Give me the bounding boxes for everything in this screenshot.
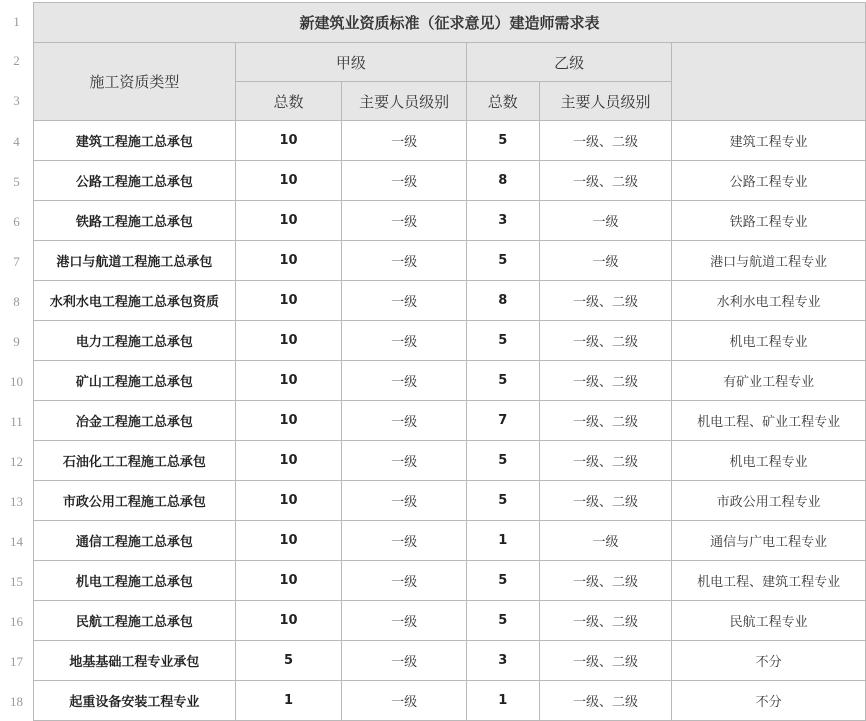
cell-a-level[interactable]: 一级 <box>342 601 467 641</box>
cell-specialty[interactable]: 铁路工程专业 <box>672 201 866 241</box>
cell-type[interactable]: 电力工程施工总承包 <box>34 321 236 361</box>
header-type: 施工资质类型 <box>34 43 236 121</box>
row-number[interactable]: 14 <box>10 534 23 549</box>
row-number[interactable]: 4 <box>13 134 20 149</box>
row-number[interactable]: 9 <box>13 334 20 349</box>
table-row <box>34 601 866 641</box>
cell-a-total[interactable]: 10 <box>235 201 341 241</box>
row-number[interactable]: 17 <box>10 654 23 669</box>
cell-type[interactable]: 石油化工工程施工总承包 <box>34 441 236 481</box>
cell-a-total[interactable]: 10 <box>235 481 341 521</box>
cell-specialty[interactable]: 机电工程、建筑工程专业 <box>672 561 866 601</box>
cell-type[interactable]: 公路工程施工总承包 <box>34 161 236 201</box>
cell-type[interactable]: 通信工程施工总承包 <box>34 521 236 561</box>
cell-specialty[interactable]: 民航工程专业 <box>672 601 866 641</box>
cell-type[interactable]: 起重设备安装工程专业 <box>34 681 236 721</box>
cell-b-total[interactable]: 5 <box>466 241 539 281</box>
cell-specialty[interactable]: 机电工程专业 <box>672 321 866 361</box>
cell-b-level[interactable]: 一级、二级 <box>539 121 672 161</box>
cell-b-level[interactable]: 一级 <box>539 201 672 241</box>
cell-a-total[interactable]: 10 <box>235 241 341 281</box>
header-a-total: 总数 <box>235 82 341 121</box>
header-grade-b: 乙级 <box>466 43 671 82</box>
cell-type[interactable]: 民航工程施工总承包 <box>34 601 236 641</box>
table-row <box>34 481 866 521</box>
cell-b-level[interactable]: 一级、二级 <box>539 361 672 401</box>
cell-specialty[interactable]: 建筑工程专业 <box>672 121 866 161</box>
cell-b-level[interactable]: 一级 <box>539 241 672 281</box>
cell-a-total[interactable]: 10 <box>235 521 341 561</box>
cell-a-level[interactable]: 一级 <box>342 681 467 721</box>
cell-a-total[interactable]: 10 <box>235 401 341 441</box>
cell-b-level[interactable]: 一级、二级 <box>539 681 672 721</box>
row-number[interactable]: 12 <box>10 454 23 469</box>
header-b-total: 总数 <box>466 82 539 121</box>
cell-specialty[interactable]: 水利水电工程专业 <box>672 281 866 321</box>
cell-type[interactable]: 地基基础工程专业承包 <box>34 641 236 681</box>
cell-b-level[interactable]: 一级、二级 <box>539 281 672 321</box>
cell-a-total[interactable]: 10 <box>235 561 341 601</box>
table-title: 新建筑业资质标准（征求意见）建造师需求表 <box>34 3 866 43</box>
cell-type[interactable]: 水利水电工程施工总承包资质 <box>34 281 236 321</box>
cell-b-total[interactable]: 3 <box>466 201 539 241</box>
header-b-level: 主要人员级别 <box>539 82 672 121</box>
cell-specialty[interactable]: 市政公用工程专业 <box>672 481 866 521</box>
row-number[interactable]: 11 <box>10 414 23 429</box>
cell-a-total[interactable]: 10 <box>235 441 341 481</box>
cell-type[interactable]: 机电工程施工总承包 <box>34 561 236 601</box>
cell-b-total[interactable]: 5 <box>466 601 539 641</box>
row-number[interactable]: 2 <box>13 53 20 68</box>
cell-a-level[interactable]: 一级 <box>342 481 467 521</box>
cell-specialty[interactable]: 公路工程专业 <box>672 161 866 201</box>
cell-b-total[interactable]: 5 <box>466 481 539 521</box>
cell-a-total[interactable]: 10 <box>235 321 341 361</box>
table-row <box>34 641 866 681</box>
cell-a-level[interactable]: 一级 <box>342 561 467 601</box>
cell-a-total[interactable]: 5 <box>235 641 341 681</box>
row-number-gutter <box>0 0 33 720</box>
table-row <box>34 401 866 441</box>
cell-b-total[interactable]: 3 <box>466 641 539 681</box>
header-a-level: 主要人员级别 <box>342 82 467 121</box>
table-row <box>34 201 866 241</box>
table-row <box>34 121 866 161</box>
cell-b-total[interactable]: 5 <box>466 361 539 401</box>
cell-a-total[interactable]: 10 <box>235 121 341 161</box>
cell-type[interactable]: 市政公用工程施工总承包 <box>34 481 236 521</box>
cell-a-level[interactable]: 一级 <box>342 281 467 321</box>
cell-b-level[interactable]: 一级、二级 <box>539 641 672 681</box>
cell-a-level[interactable]: 一级 <box>342 361 467 401</box>
cell-a-level[interactable]: 一级 <box>342 321 467 361</box>
cell-b-level[interactable]: 一级、二级 <box>539 161 672 201</box>
row-number[interactable]: 1 <box>13 14 20 29</box>
table-row <box>34 361 866 401</box>
row-number[interactable]: 13 <box>10 494 23 509</box>
title-row <box>34 3 866 43</box>
cell-b-total[interactable]: 7 <box>466 401 539 441</box>
table-row <box>34 281 866 321</box>
row-number[interactable]: 8 <box>13 294 20 309</box>
cell-b-total[interactable]: 8 <box>466 161 539 201</box>
cell-type[interactable]: 建筑工程施工总承包 <box>34 121 236 161</box>
cell-specialty[interactable]: 港口与航道工程专业 <box>672 241 866 281</box>
cell-specialty[interactable]: 不分 <box>672 681 866 721</box>
row-number[interactable]: 6 <box>13 214 20 229</box>
cell-a-total[interactable]: 10 <box>235 281 341 321</box>
cell-type[interactable]: 冶金工程施工总承包 <box>34 401 236 441</box>
row-number[interactable]: 15 <box>10 574 23 589</box>
cell-a-level[interactable]: 一级 <box>342 641 467 681</box>
cell-specialty[interactable]: 有矿业工程专业 <box>672 361 866 401</box>
table-row <box>34 441 866 481</box>
row-number[interactable]: 5 <box>13 174 20 189</box>
cell-a-level[interactable]: 一级 <box>342 241 467 281</box>
cell-b-total[interactable]: 5 <box>466 121 539 161</box>
cell-type[interactable]: 港口与航道工程施工总承包 <box>34 241 236 281</box>
cell-specialty[interactable]: 机电工程专业 <box>672 441 866 481</box>
cell-b-level[interactable]: 一级、二级 <box>539 481 672 521</box>
cell-a-level[interactable]: 一级 <box>342 201 467 241</box>
cell-a-total[interactable]: 1 <box>235 681 341 721</box>
cell-b-level[interactable]: 一级、二级 <box>539 321 672 361</box>
cell-a-level[interactable]: 一级 <box>342 161 467 201</box>
cell-a-total[interactable]: 10 <box>235 361 341 401</box>
table-row <box>34 681 866 721</box>
cell-a-level[interactable]: 一级 <box>342 441 467 481</box>
cell-a-total[interactable]: 10 <box>235 601 341 641</box>
table-row <box>34 241 866 281</box>
cell-b-total[interactable]: 5 <box>466 561 539 601</box>
table-row <box>34 321 866 361</box>
cell-b-level[interactable]: 一级、二级 <box>539 441 672 481</box>
cell-b-total[interactable]: 1 <box>466 681 539 721</box>
cell-a-level[interactable]: 一级 <box>342 121 467 161</box>
header-row-grades <box>34 43 866 82</box>
cell-b-level[interactable]: 一级 <box>539 521 672 561</box>
cell-b-total[interactable]: 1 <box>466 521 539 561</box>
cell-b-total[interactable]: 5 <box>466 321 539 361</box>
cell-b-level[interactable]: 一级、二级 <box>539 401 672 441</box>
cell-specialty[interactable]: 通信与广电工程专业 <box>672 521 866 561</box>
cell-type[interactable]: 铁路工程施工总承包 <box>34 201 236 241</box>
header-specialty-blank <box>672 43 866 121</box>
cell-b-total[interactable]: 8 <box>466 281 539 321</box>
cell-specialty[interactable]: 不分 <box>672 641 866 681</box>
table-row <box>34 161 866 201</box>
row-number[interactable]: 10 <box>10 374 23 389</box>
cell-a-total[interactable]: 10 <box>235 161 341 201</box>
cell-b-level[interactable]: 一级、二级 <box>539 601 672 641</box>
cell-b-total[interactable]: 5 <box>466 441 539 481</box>
cell-type[interactable]: 矿山工程施工总承包 <box>34 361 236 401</box>
row-number[interactable]: 3 <box>13 93 20 108</box>
header-grade-a: 甲级 <box>235 43 466 82</box>
row-number[interactable]: 7 <box>13 254 20 269</box>
table-row <box>34 521 866 561</box>
qualification-table <box>33 2 866 721</box>
row-number[interactable]: 16 <box>10 614 23 629</box>
row-number[interactable]: 18 <box>10 694 23 709</box>
table-row <box>34 561 866 601</box>
cell-a-level[interactable]: 一级 <box>342 521 467 561</box>
cell-b-level[interactable]: 一级、二级 <box>539 561 672 601</box>
cell-specialty[interactable]: 机电工程、矿业工程专业 <box>672 401 866 441</box>
cell-a-level[interactable]: 一级 <box>342 401 467 441</box>
